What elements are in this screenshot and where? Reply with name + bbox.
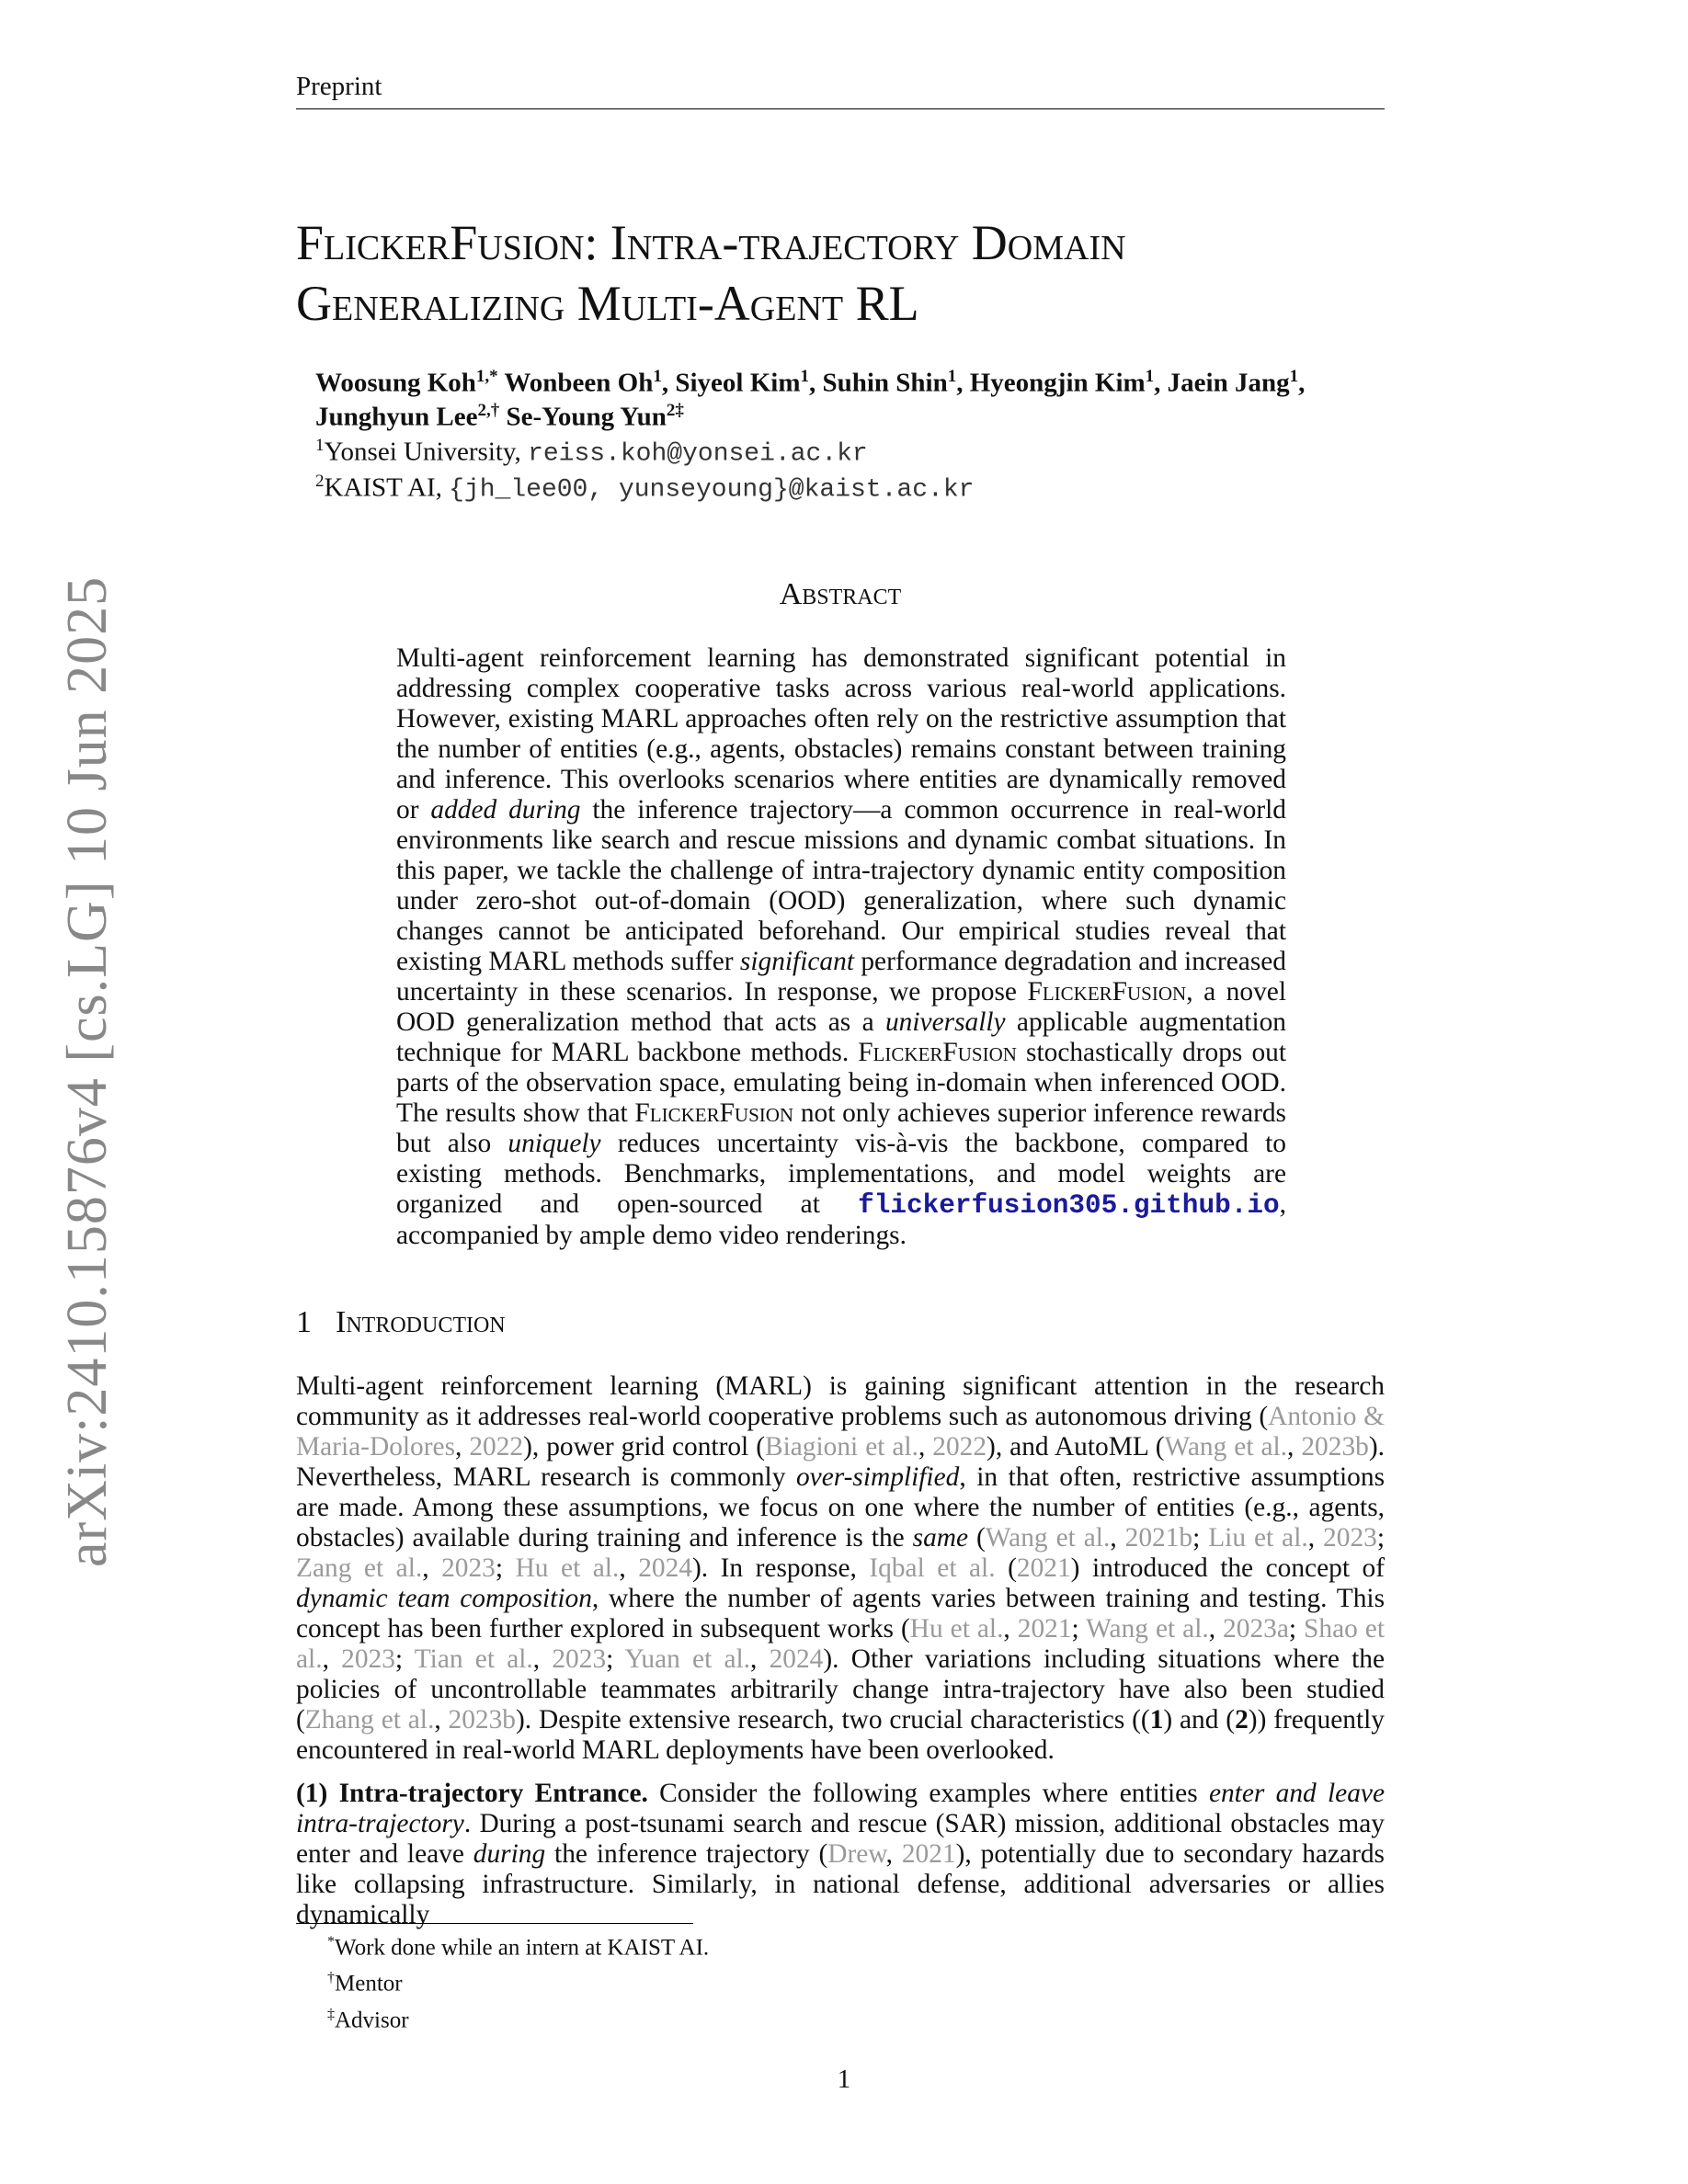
citation[interactable]: Drew [827, 1839, 886, 1869]
author-sup: 1 [1289, 367, 1299, 386]
citation[interactable]: 2021 [901, 1839, 956, 1869]
citation[interactable]: 2023 [552, 1644, 607, 1674]
header-label: Preprint [296, 72, 382, 101]
author-sup: 1 [947, 367, 957, 386]
author-line-1: Woosung Koh$^{1,*}$ Wonbeen Oh$^1$, Siyeol Kim$^1$, Suhin Shin$^1$, Hyeongjin Kim$^1$, Jaein Jang$^1$, [315, 367, 1306, 398]
author-name: Woosung Koh [315, 368, 476, 398]
citation[interactable]: 2022 [932, 1432, 987, 1462]
citation[interactable]: 2023a [1223, 1614, 1289, 1644]
paragraph: (1) Intra-trajectory Entrance. Consider the following examples where entities enter and leave intra-trajectory. During a post-tsunami search and rescue (SAR) mission, additional obstacles may enter and leave during the inference trajectory (Drew, 2021), potentially due to secondary hazards like collapsing infrastructure. Similarly, in national defense, additional adversaries or allies dynamically [296, 1779, 1386, 1929]
footnote: †Mentor [327, 1970, 403, 1996]
citation[interactable]: 2021b [1124, 1523, 1193, 1553]
author-name: Suhin Shin [822, 368, 948, 398]
citation[interactable]: 2024 [769, 1644, 824, 1674]
affiliation-1: $^1$Yonsei University, reiss.koh@yonsei.ac.kr [315, 435, 868, 469]
author-name: Se-Young Yun [506, 403, 667, 433]
page-header [296, 70, 1385, 109]
author-sup: 1 [1145, 367, 1155, 386]
abstract-heading: Abstract [779, 577, 902, 611]
author-sup: 1,* [475, 367, 498, 386]
author-name: Junghyun Lee [315, 403, 478, 433]
citation[interactable]: 2023b [448, 1705, 516, 1735]
method-name: FlickerFusion [634, 1098, 794, 1128]
paragraph: Multi-agent reinforcement learning (MARL) is gaining significant attention in the research community as it addresses real-world cooperative problems such as autonomous driving (Antonio & Maria-Dolores, 2022), power grid control (Biagioni et al., 2022), and AutoML (Wang et al., 2023b). Nevertheless, MARL research is commonly over-simplified, in that often, restrictive assumptions are made. Among these assumptions, we focus on one where the number of entities (e.g., agents, obstacles) available during training and inference is the same (Wang et al., 2021b; Liu et al., 2023; Zang et al., 2023; Hu et al., 2024). In response, Iqbal et al. (2021) introduced the concept of dynamic team composition, where the number of agents varies between training and testing. This concept has been further explored in subsequent works (Hu et al., 2021; Wang et al., 2023a; Shao et al., 2023; Tian et al., 2023; Yuan et al., 2024). Other variations including situations where the policies of uncontrollable teammates arbitrarily change intra-trajectory have also been studied (Zhang et al., 2023b). Despite extensive research, two crucial characteristics ((1) and (2)) frequently encountered in real-world MARL deployments have been overlooked. [296, 1371, 1386, 1765]
citation[interactable]: Wang et al. [1086, 1614, 1209, 1644]
title-line-2: Generalizing Multi-Agent RL [296, 275, 919, 331]
citation[interactable]: Zang et al. [296, 1553, 423, 1583]
author-name: Jaein Jang [1167, 368, 1290, 398]
title-line-1: FlickerFusion: Intra-trajectory Domain [296, 215, 1126, 270]
section-number: 1 [296, 1305, 312, 1339]
author-line-2 [315, 400, 1382, 434]
citation[interactable]: 2023 [441, 1553, 496, 1583]
introduction-body [296, 1371, 1385, 1943]
citation[interactable]: Hu et al. [515, 1553, 620, 1583]
affiliation-2: $^2$KAIST AI, {jh_lee00, yunseyoung}@kaist.ac.kr [315, 472, 975, 505]
footnote: ‡Advisor [327, 2006, 409, 2032]
abstract-body: Multi-agent reinforcement learning has demonstrated significant potential in addressing complex cooperative tasks across various real-world applications. However, existing MARL approaches often rely on the restrictive assumption that the number of entities (e.g., agents, obstacles) remains constant between training and inference. This overlooks scenarios where entities are dynamically removed or added during the inference trajectory—a common occurrence in real-world environments like search and rescue missions and dynamic combat situations. In this paper, we tackle the challenge of intra-trajectory dynamic entity composition under zero-shot out-of-domain (OOD) generalization, where such dynamic changes cannot be anticipated beforehand. Our empirical studies reveal that existing MARL methods suffer significant performance degradation and increased uncertainty in these scenarios. In response, we propose FlickerFusion, a novel OOD generalization method that acts as a universally applicable augmentation technique for MARL backbone methods. FlickerFusion stochastically drops out parts of the observation space, emulating being in-domain when inferenced OOD. The results show that FlickerFusion not only achieves superior inference rewards but also uniquely reduces uncertainty vis-à-vis the backbone, compared to existing methods. Benchmarks, implementations, and model weights are organized and open-sourced at flickerfusion305.github.io, accompanied by ample demo video renderings. [396, 643, 1286, 1250]
footnote: *Work done while an intern at KAIST AI. [327, 1934, 710, 1961]
author-sup: 1 [800, 367, 809, 386]
citation[interactable]: 2021 [1016, 1553, 1071, 1583]
citation[interactable]: Shao et al. [296, 1614, 1386, 1674]
author-name: Wonbeen Oh [504, 368, 654, 398]
project-link[interactable]: flickerfusion305.github.io [858, 1190, 1280, 1221]
citation[interactable]: 2021 [1017, 1614, 1072, 1644]
citation[interactable]: Liu et al. [1208, 1523, 1308, 1553]
citation[interactable]: Antonio & Maria-Dolores [296, 1402, 1385, 1462]
citation[interactable]: Hu et al. [909, 1614, 1004, 1644]
arxiv-stamp: arXiv:2410.15876v4 [cs.LG] 10 Jun 2025 [56, 575, 119, 1567]
author-sup: 2‡ [666, 401, 684, 421]
page-number: 1 [837, 2065, 851, 2094]
email: reiss.koh@yonsei.ac.kr [528, 439, 868, 469]
citation[interactable]: 2023 [341, 1644, 395, 1674]
email: {jh_lee00, yunseyoung}@kaist.ac.kr [449, 475, 975, 505]
citation[interactable]: Wang et al. [985, 1523, 1111, 1553]
footnotes [327, 1927, 709, 2035]
citation[interactable]: 2022 [469, 1432, 524, 1462]
author-name: Siyeol Kim [675, 368, 801, 398]
method-name: FlickerFusion [858, 1038, 1017, 1067]
citation[interactable]: Wang et al. [1164, 1432, 1288, 1462]
citation[interactable]: 2023b [1301, 1432, 1369, 1462]
section-heading [296, 1305, 1385, 1340]
citation[interactable]: 2023 [1323, 1523, 1377, 1553]
paper-title [296, 213, 1385, 335]
citation[interactable]: Zhang et al. [304, 1705, 435, 1735]
citation[interactable]: 2024 [638, 1553, 692, 1583]
section-title: Introduction [336, 1305, 506, 1339]
author-sup: 1 [653, 367, 662, 386]
author-name: Hyeongjin Kim [969, 368, 1146, 398]
citation[interactable]: Iqbal et al. [869, 1553, 996, 1583]
citation[interactable]: Biagioni et al. [764, 1432, 918, 1462]
footnote-rule [296, 1923, 693, 1924]
citation[interactable]: Tian et al. [414, 1644, 533, 1674]
paragraph-lead: (1) Intra-trajectory Entrance. [296, 1779, 648, 1808]
method-name: FlickerFusion [1027, 977, 1187, 1007]
author-block [315, 366, 1382, 506]
citation[interactable]: Yuan et al. [624, 1644, 751, 1674]
author-sup: 2,† [477, 401, 500, 421]
